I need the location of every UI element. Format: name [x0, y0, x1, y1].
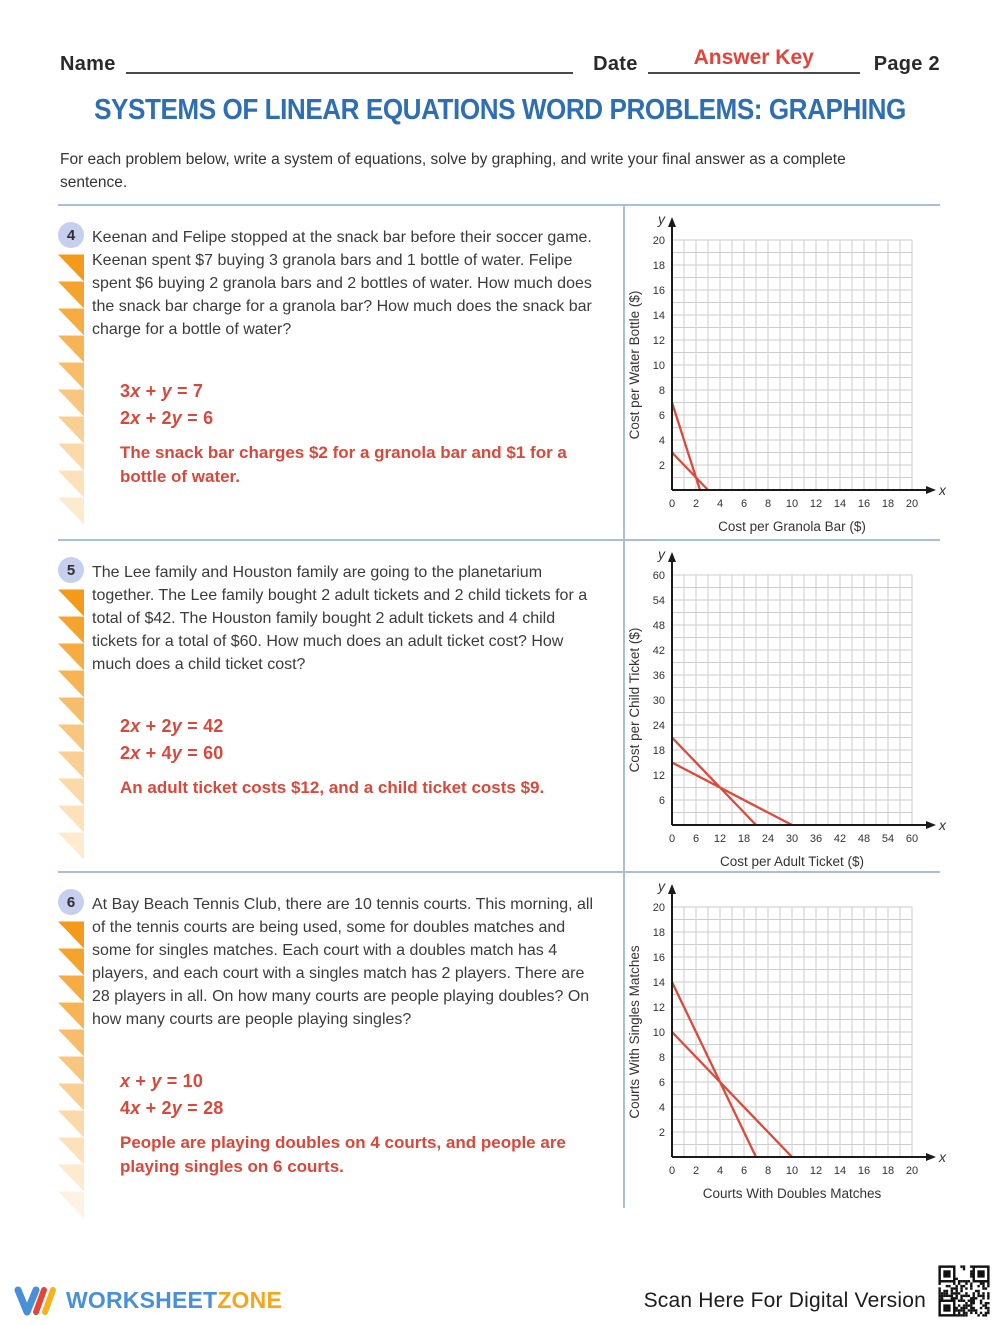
header — [60, 46, 940, 76]
date-label: Date — [593, 53, 638, 75]
svg-text:16: 16 — [857, 1165, 871, 1178]
graph-problem-4 — [625, 210, 946, 535]
svg-text:42: 42 — [833, 833, 847, 846]
svg-text:y: y — [658, 878, 665, 895]
svg-text:10: 10 — [785, 498, 799, 511]
svg-text:12: 12 — [652, 770, 665, 783]
svg-text:30: 30 — [652, 695, 665, 708]
svg-text:0: 0 — [668, 833, 676, 846]
svg-text:20: 20 — [905, 1165, 919, 1178]
name-blank-line — [126, 46, 573, 74]
equation-line: 2x + 2y = 42 — [120, 716, 224, 737]
problem-4-graph-area — [623, 206, 946, 539]
equation-block — [120, 713, 595, 767]
svg-text:10: 10 — [652, 360, 665, 373]
svg-text:12: 12 — [652, 335, 665, 348]
svg-text:Courts With Doubles Matches: Courts With Doubles Matches — [702, 1186, 882, 1202]
equation-line: 2x + 4y = 60 — [120, 743, 224, 764]
answer-text: The snack bar charges $2 for a granola bar and $1 for a bottle of water. — [120, 443, 567, 487]
svg-text:6: 6 — [692, 833, 700, 846]
svg-text:14: 14 — [652, 310, 665, 323]
svg-text:20: 20 — [652, 235, 665, 248]
page-number: Page 2 — [873, 53, 940, 75]
problem-text: Keenan and Felipe stopped at the snack bar before their soccer game. Keenan spent $7 buying 3 granola bars and 1 bottle of water. Felipe spent $6 buying 2 granola bars and 2 bottles of water. How much does the snack bar charge for a granola bar? How much does the snack bar charge for a bottle of water? — [92, 229, 592, 339]
svg-text:18: 18 — [652, 927, 665, 940]
scan-here-text: Scan Here For Digital Version — [643, 1289, 926, 1312]
svg-text:16: 16 — [857, 498, 871, 511]
svg-text:4: 4 — [658, 435, 665, 448]
svg-text:x: x — [939, 1149, 946, 1166]
worksheetzone-logo-icon — [14, 1283, 58, 1317]
problem-4-left-column — [58, 206, 623, 539]
svg-text:4: 4 — [658, 1102, 665, 1115]
svg-text:2: 2 — [692, 498, 700, 511]
svg-text:10: 10 — [785, 1165, 799, 1178]
svg-text:8: 8 — [658, 385, 665, 398]
svg-text:8: 8 — [764, 1165, 772, 1178]
svg-text:24: 24 — [761, 833, 775, 846]
svg-text:12: 12 — [809, 498, 823, 511]
svg-text:12: 12 — [652, 1002, 665, 1015]
date-blank-line — [648, 46, 860, 74]
svg-text:14: 14 — [833, 1165, 847, 1178]
svg-text:Cost per Granola Bar ($): Cost per Granola Bar ($) — [718, 519, 866, 535]
svg-text:12: 12 — [809, 1165, 823, 1178]
svg-text:12: 12 — [713, 833, 727, 846]
svg-text:x: x — [939, 482, 946, 499]
svg-text:y: y — [658, 546, 665, 563]
svg-text:0: 0 — [668, 498, 676, 511]
graph-problem-5 — [625, 545, 946, 870]
answer-key-value: Answer Key — [693, 46, 814, 69]
footer — [0, 1245, 1000, 1325]
triangle-decoration — [58, 921, 84, 1218]
problem-6-left-column — [58, 873, 623, 1208]
svg-text:60: 60 — [905, 833, 919, 846]
svg-text:42: 42 — [652, 645, 665, 658]
svg-text:18: 18 — [881, 498, 895, 511]
equation-line: 3x + y = 7 — [120, 381, 204, 402]
problem-section-6 — [58, 871, 946, 1208]
triangle-decoration — [58, 589, 84, 859]
svg-text:30: 30 — [785, 833, 799, 846]
svg-text:18: 18 — [737, 833, 751, 846]
svg-text:4: 4 — [716, 498, 724, 511]
equation-block — [120, 1068, 595, 1122]
svg-text:54: 54 — [881, 833, 895, 846]
qr-code-icon — [936, 1263, 992, 1319]
triangle-decoration — [58, 254, 84, 524]
svg-text:y: y — [658, 211, 665, 228]
problem-section-4 — [58, 204, 946, 539]
brand-name: WORKSHEETZONE — [66, 1286, 283, 1313]
answer-text: People are playing doubles on 4 courts, and people are playing singles on 6 courts. — [120, 1133, 566, 1177]
problem-section-5 — [58, 539, 946, 871]
svg-text:8: 8 — [764, 498, 772, 511]
svg-text:Cost per Adult Ticket ($): Cost per Adult Ticket ($) — [719, 854, 865, 870]
svg-text:2: 2 — [658, 460, 665, 473]
svg-text:Courts With Singles Matches: Courts With Singles Matches — [627, 945, 642, 1120]
problem-text: The Lee family and Houston family are going to the planetarium together. The Lee family bought 2 adult tickets and 2 child tickets for a total of $42. The Houston family bought 2 adult tickets and 4 child tickets for a total of $60. How much does an adult ticket cost? How much does a child ticket cost? — [92, 564, 588, 674]
name-label: Name — [60, 53, 116, 75]
svg-text:14: 14 — [833, 498, 847, 511]
problem-number-badge: 4 — [58, 222, 84, 248]
svg-text:x: x — [939, 817, 946, 834]
equation-line: x + y = 10 — [120, 1071, 204, 1092]
problem-number-badge: 6 — [58, 889, 84, 915]
svg-text:18: 18 — [652, 260, 665, 273]
problem-5-graph-area — [623, 541, 946, 871]
svg-text:16: 16 — [652, 952, 665, 965]
instructions-text: For each problem below, write a system of equations, solve by graphing, and write your final answer as a complete sentence. — [60, 151, 846, 192]
svg-text:20: 20 — [905, 498, 919, 511]
svg-text:10: 10 — [652, 1027, 665, 1040]
svg-text:Cost per Water Bottle ($): Cost per Water Bottle ($) — [627, 291, 642, 440]
svg-text:16: 16 — [652, 285, 665, 298]
problem-number-badge: 5 — [58, 557, 84, 583]
equation-block — [120, 378, 595, 432]
svg-text:36: 36 — [809, 833, 823, 846]
svg-text:6: 6 — [658, 410, 665, 423]
svg-text:48: 48 — [652, 620, 665, 633]
svg-text:0: 0 — [668, 1165, 676, 1178]
scan-group — [644, 1263, 992, 1319]
equation-line: 2x + 2y = 6 — [120, 408, 214, 429]
problem-text: At Bay Beach Tennis Club, there are 10 tennis courts. This morning, all of the tennis courts are being used, some for doubles matches and some for singles matches. Each court with a doubles match has 4 players, and each court with a singles match has 2 players. There are 28 players in all. On how many courts are people playing doubles? On how many courts are people playing singles? — [92, 896, 594, 1029]
problems-container — [58, 204, 946, 1208]
problem-6-graph-area — [623, 873, 946, 1208]
svg-text:Cost per Child Ticket ($): Cost per Child Ticket ($) — [627, 628, 642, 773]
worksheet-page — [0, 46, 1000, 1325]
svg-text:14: 14 — [652, 977, 665, 990]
svg-text:6: 6 — [740, 1165, 748, 1178]
svg-text:24: 24 — [652, 720, 665, 733]
svg-text:6: 6 — [658, 1077, 665, 1090]
answer-text: An adult ticket costs $12, and a child ticket costs $9. — [120, 778, 545, 798]
equation-line: 4x + 2y = 28 — [120, 1098, 224, 1119]
svg-text:4: 4 — [716, 1165, 724, 1178]
svg-text:6: 6 — [658, 795, 665, 808]
svg-text:18: 18 — [881, 1165, 895, 1178]
svg-text:8: 8 — [658, 1052, 665, 1065]
graph-problem-6 — [625, 877, 946, 1202]
svg-text:2: 2 — [692, 1165, 700, 1178]
problem-5-left-column — [58, 541, 623, 871]
page-title: SYSTEMS OF LINEAR EQUATIONS WORD PROBLEMS: GRAPHING — [94, 94, 906, 126]
svg-text:48: 48 — [857, 833, 871, 846]
svg-text:18: 18 — [652, 745, 665, 758]
svg-text:60: 60 — [652, 570, 665, 583]
svg-text:54: 54 — [652, 595, 665, 608]
brand-logo — [14, 1283, 282, 1317]
svg-text:2: 2 — [658, 1127, 665, 1140]
svg-text:6: 6 — [740, 498, 748, 511]
svg-text:36: 36 — [652, 670, 665, 683]
svg-text:20: 20 — [652, 902, 665, 915]
